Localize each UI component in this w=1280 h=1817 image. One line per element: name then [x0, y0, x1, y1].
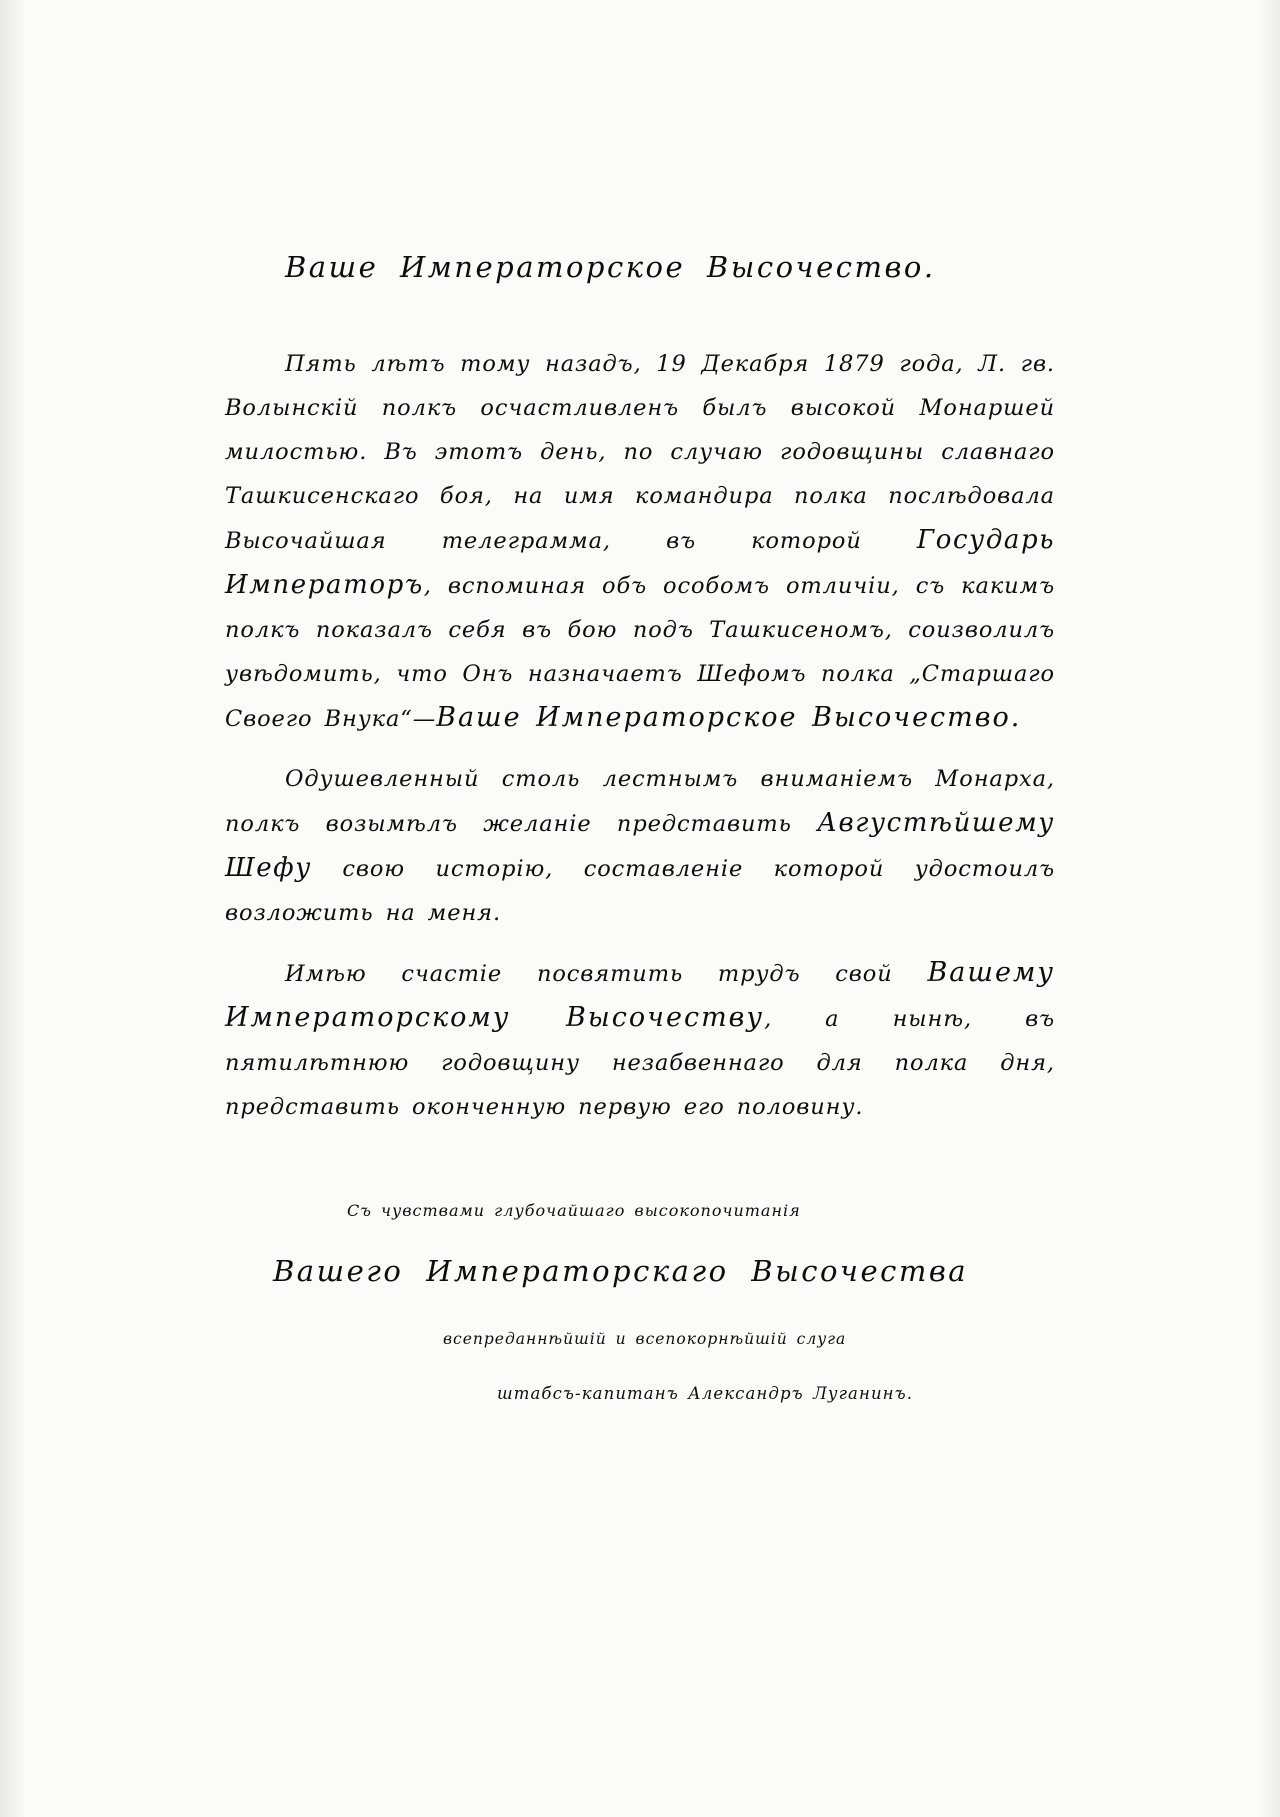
paragraph-1-run-4-emphasis: Ваше Императорское Высочество. — [436, 702, 1022, 733]
paragraph-2-run-2-emphasis: Августѣйшему Шефу — [225, 808, 1055, 883]
salutation: Ваше Императорское Высочество. — [285, 250, 936, 284]
paragraph-2 — [225, 757, 1055, 935]
document-content — [225, 250, 1055, 1403]
closing-signature-line: штабсъ-капитанъ Александръ Луганинъ. — [497, 1384, 914, 1403]
paragraph-1-run-1: Пять лѣтъ тому назадъ, 19 Декабря 1879 года, Л. гв. Волынскій полкъ осчастливленъ былъ высокой Монаршей милостью. Въ этотъ день, по случаю годовщины славнаго Ташкисенскаго боя, на имя командира полка послѣдовала Высочайшая телеграмма, въ которой — [225, 351, 1055, 554]
paragraph-1 — [225, 342, 1055, 741]
paragraph-2-run-3: свою исторію, составленіе которой удостоилъ возложить на меня. — [225, 856, 1055, 926]
closing-respect-line: Съ чувствами глубочайшаго высокопочитанія — [347, 1201, 801, 1220]
paragraph-3-run-2-emphasis: Вашему Императорскому Высочеству — [225, 957, 1055, 1033]
paragraph-3-run-1: Имѣю счастіе посвятить трудъ свой — [285, 961, 928, 987]
closing-addressee-line: Вашего Императорскаго Высочества — [273, 1254, 969, 1288]
paragraph-1-run-3: , вспоминая объ особомъ отличіи, съ какимъ полкъ показалъ себя въ бою подъ Ташкисеномъ, соизволилъ увѣдомить, что Онъ назначаетъ Шефомъ полка „Старшаго Своего Внука“— — [225, 573, 1055, 732]
closing-block — [225, 1201, 1055, 1403]
closing-servant-line: всепреданнѣйшій и всепокорнѣйшій слуга — [443, 1330, 847, 1348]
paragraph-3-run-3: , а нынѣ, въ пятилѣтнюю годовщину незабвеннаго для полка дня, представить оконченную первую его половину. — [225, 1006, 1055, 1120]
paragraph-3 — [225, 951, 1055, 1129]
paragraph-2-run-1: Одушевленный столь лестнымъ вниманіемъ Монарха, полкъ возымѣлъ желаніе представить — [225, 766, 1055, 837]
paragraph-1-run-2-emphasis: Государь Императоръ — [225, 525, 1055, 600]
